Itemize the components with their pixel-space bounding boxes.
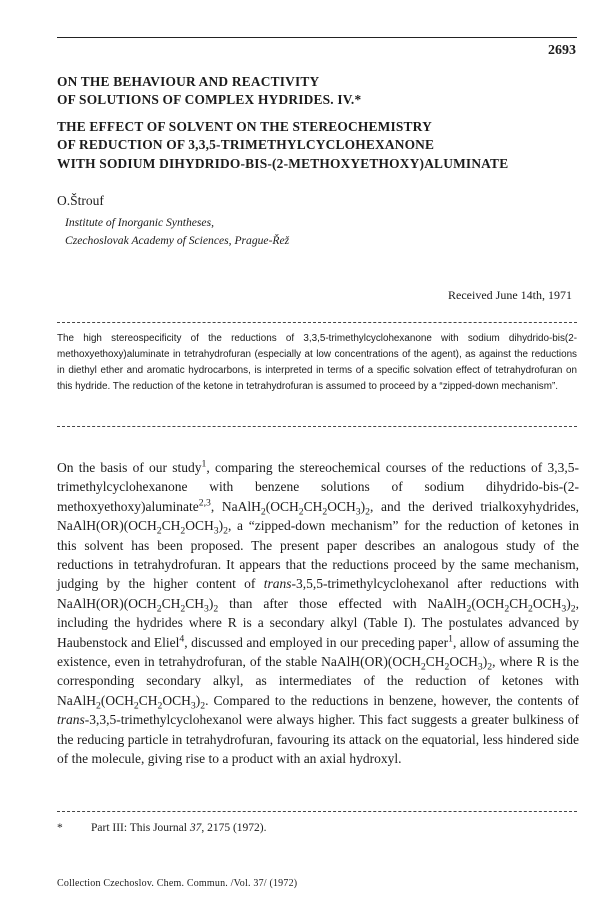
affiliation-line: Institute of Inorganic Syntheses, bbox=[65, 216, 214, 229]
page-number: 2693 bbox=[548, 43, 576, 58]
body-text: On the basis of our study bbox=[57, 460, 202, 475]
italic-term: trans bbox=[57, 712, 85, 728]
body-text: , bbox=[210, 498, 222, 514]
citation-ref: 1 bbox=[201, 458, 207, 470]
main-title-line: OF REDUCTION OF 3,3,5-TRIMETHYLCYCLOHEXANONE bbox=[57, 137, 435, 153]
chemical-formula: $NaAlH(OR)(OCH_2CH_2CH_3)_2$ bbox=[57, 595, 219, 615]
abstract-top-rule bbox=[57, 322, 577, 323]
citation-ref: 1 bbox=[448, 633, 454, 645]
series-title-line: ON THE BEHAVIOUR AND REACTIVITY bbox=[57, 74, 320, 89]
body-text: , and the derived trialkoxyhydrides, bbox=[369, 498, 580, 514]
top-rule bbox=[57, 37, 577, 38]
citation-ref: 2,3 bbox=[198, 497, 211, 509]
body-text: . Compared to the reductions in benzene, however, the contents of bbox=[205, 692, 579, 708]
affiliation-line: Czechoslovak Academy of Sciences, Prague-Řež bbox=[65, 234, 290, 247]
author-name: O.Štrouf bbox=[57, 193, 104, 208]
main-title-line: WITH SODIUM DIHYDRIDO-BIS-(2-METHOXYETHOXY)ALUMINATE bbox=[57, 155, 509, 171]
footnote-volume: 37 bbox=[189, 822, 202, 834]
chemical-formula: $NaAlH_2(OCH_2CH_2OCH_3)_2$ bbox=[427, 595, 576, 615]
italic-term: trans bbox=[263, 576, 292, 592]
body-text: than after those effected with bbox=[218, 595, 428, 611]
series-title-line: OF SOLUTIONS OF COMPLEX HYDRIDES. IV.* bbox=[57, 92, 362, 108]
body-paragraph bbox=[57, 458, 579, 769]
body-text: , discussed and employed in our preceding paper bbox=[184, 634, 449, 650]
footnote-text: Part III: This Journal bbox=[91, 822, 190, 834]
body-text: , allow of assuming the existence, even in tetrahydrofuran, of the stable bbox=[57, 634, 580, 670]
received-date: Received June 14th, 1971 bbox=[448, 288, 572, 302]
abstract: The high stereospecificity of the reductions of 3,3,5-trimethylcyclohexanone with sodium dihydrido-bis(2-methoxyethoxy)aluminate in tetrahydrofuran (especially at low concentrations of the agent), as against the reductions in diethyl ether and aromatic hydrocarbons, is interpreted in terms of a specific solvation effect of tetrahydrofuran on this hydride. The reduction of the ketone in tetrahydrofuran is assumed to proceed by a “zipped-down mechanism”. bbox=[57, 333, 577, 392]
chemical-formula: $NaAlH(OR)(OCH_2CH_2OCH_3)_2$ bbox=[57, 518, 228, 537]
title-block bbox=[57, 73, 587, 173]
footnote-rule bbox=[57, 811, 577, 812]
chemical-formula: $NaAlH_2(OCH_2CH_2OCH_3)_2$ bbox=[221, 498, 370, 518]
citation-ref: 4 bbox=[179, 633, 185, 645]
footnote bbox=[57, 822, 266, 834]
body-text: , a “zipped-down mechanism” for the reduction of ketones in this solvent has been proposed. The present paper describes an analogous study of the reductions in tetrahydrofuran. It appears that the reductions proceed by the same mechanism, judging by the higher content of bbox=[57, 518, 579, 592]
footnote-marker: * bbox=[57, 822, 63, 834]
chemical-formula: $NaAlH_2(OCH_2CH_2OCH_3)_2$ bbox=[57, 692, 206, 712]
chemical-formula: $NaAlH(OR)(OCH_2CH_2OCH_3)_2$ bbox=[321, 654, 493, 673]
body-text: , comparing the stereochemical courses of the reductions of 3,3,5-trimethylcyclohexanone with benzene solutions of sodium dihydrido-bis-(2-methoxyethoxy)aluminate bbox=[57, 460, 579, 514]
body-text: -3,3,5-trimethylcyclohexanol were always higher. This fact suggests a greater bulkiness of the reducing particle in tetrahydrofuran, favouring its attack on the equatorial, less hindered side of the molecule, giving rise to a product with an axial hydroxyl. bbox=[57, 712, 579, 767]
main-title-line: THE EFFECT OF SOLVENT ON THE STEREOCHEMISTRY bbox=[57, 118, 432, 134]
body-text: -3,5,5-trimethylcyclohexanol after reductions with bbox=[291, 576, 579, 592]
body-text: , where R is the corresponding secondary alkyl, as intermediates of the reduction of ketones with bbox=[57, 654, 579, 689]
affiliation bbox=[65, 214, 289, 250]
body-text: , including the hydrides where R is a secondary alkyl (Table I). The postulates advanced by Haubenstock and Eliel bbox=[57, 595, 579, 650]
journal-footer: Collection Czechoslov. Chem. Commun. /Vol. 37/ (1972) bbox=[57, 878, 298, 889]
abstract-bottom-rule bbox=[57, 426, 577, 427]
footnote-text: , 2175 (1972). bbox=[201, 822, 267, 834]
